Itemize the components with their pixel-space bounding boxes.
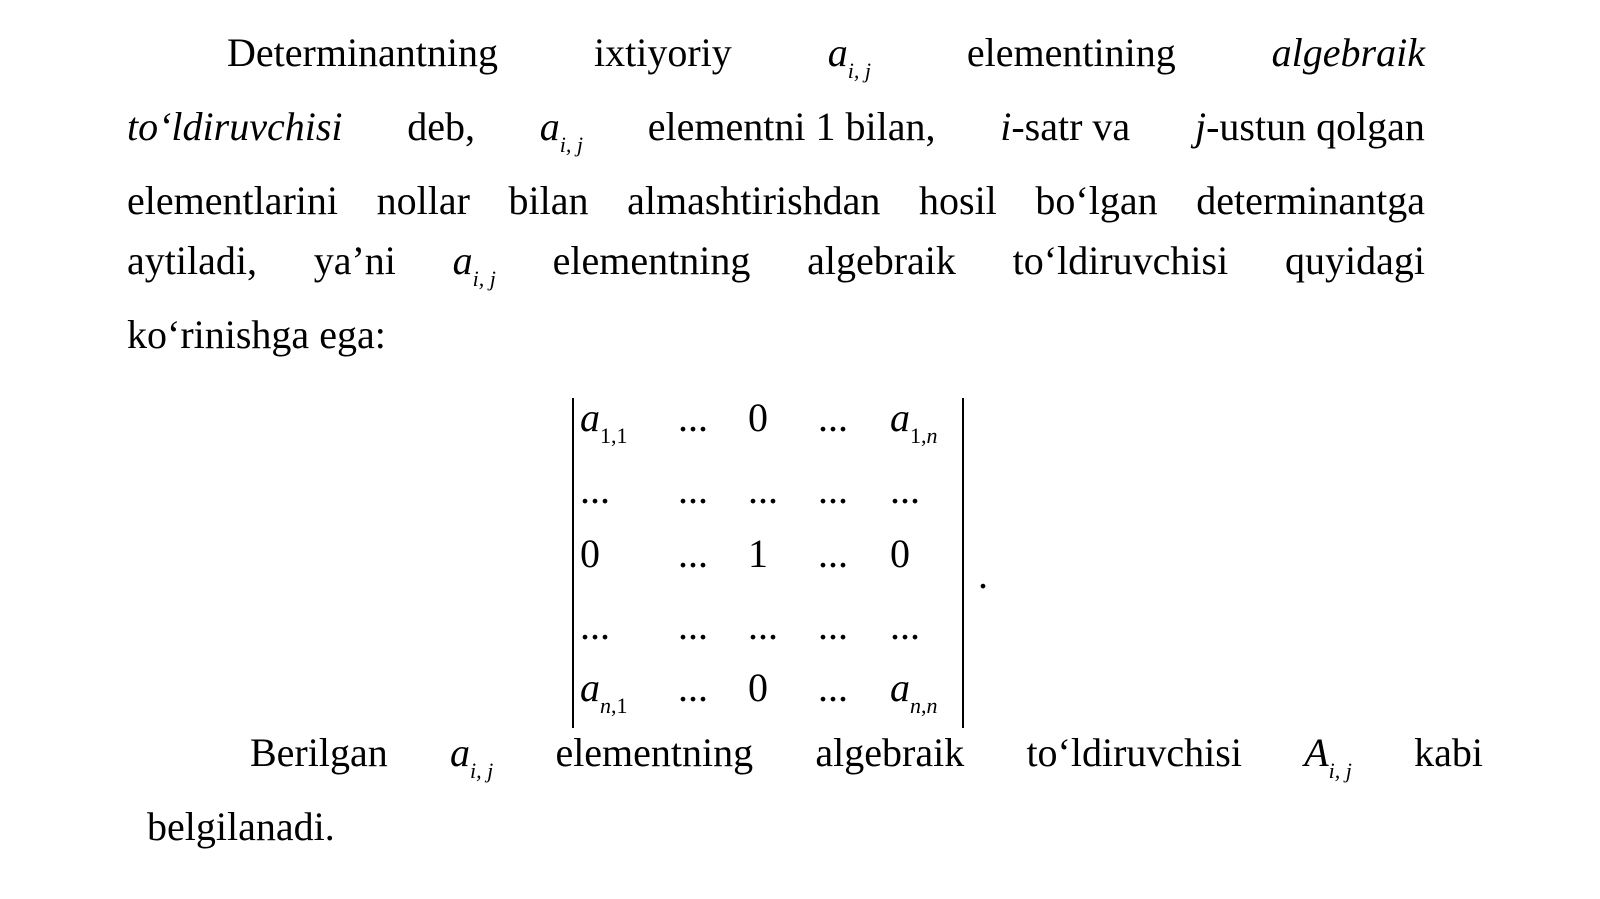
determinant-cell: ... (678, 665, 708, 710)
determinant-cell: ... (818, 395, 848, 440)
paragraph2-line2 (147, 804, 1445, 850)
determinant-cell: ... (580, 603, 610, 648)
determinant-cell: $a_{n,1}$ (580, 665, 628, 718)
determinant (572, 395, 964, 728)
paragraph2-line1 (250, 730, 1483, 783)
word: elementning (555, 730, 754, 775)
math-A-ij: $A_{i, j}$ (1304, 730, 1352, 783)
determinant-cell: 0 (748, 395, 768, 440)
determinant-cell: 0 (748, 665, 768, 710)
word: algebraik (807, 238, 956, 283)
word: deb, (407, 104, 476, 149)
math-i-satr: i-satr va (1000, 104, 1131, 149)
word: Berilgan (250, 730, 388, 775)
paragraph1-line2 (127, 104, 1425, 157)
word-italic: to‘ldiruvchisi (127, 104, 343, 149)
word: elementining (966, 30, 1176, 75)
determinant-cell: 1 (748, 531, 768, 576)
determinant-left-bar (572, 398, 574, 728)
word: ixtiyoriy (593, 30, 732, 75)
math-a-ij: $a_{i, j}$ (827, 30, 871, 83)
determinant-cell: 0 (890, 531, 910, 576)
determinant-cell: ... (678, 603, 708, 648)
word: Determinantning (227, 30, 499, 75)
determinant-cell: 0 (580, 531, 600, 576)
paragraph1-line4 (127, 238, 1425, 291)
paragraph1-line1 (227, 30, 1425, 83)
word: algebraik (815, 730, 965, 775)
word: elementni 1 bilan, (647, 104, 936, 149)
word: kabi (1414, 730, 1483, 775)
word: to‘ldiruvchisi (1026, 730, 1242, 775)
math-a-ij: $a_{i, j}$ (539, 104, 584, 157)
determinant-cell: $a_{1,1}$ (580, 395, 628, 448)
text-line: ko‘rinishga ega: (127, 312, 386, 357)
determinant-cell: ... (890, 467, 920, 512)
determinant-cell: ... (818, 467, 848, 512)
word: to‘ldiruvchisi (1012, 238, 1229, 283)
determinant-cell: ... (748, 467, 778, 512)
determinant-cell: ... (818, 531, 848, 576)
determinant-cell: ... (678, 531, 708, 576)
determinant-cell: ... (890, 603, 920, 648)
word: ya’ni (313, 238, 396, 283)
word: elementning (552, 238, 751, 283)
determinant-cell: ... (818, 603, 848, 648)
determinant-cell: ... (678, 467, 708, 512)
paragraph1-line5 (127, 312, 1425, 358)
determinant-cell: ... (678, 395, 708, 440)
paragraph1-line3 (127, 178, 1425, 224)
math-a-ij: $a_{i, j}$ (449, 730, 494, 783)
determinant-right-bar (962, 398, 964, 728)
determinant-cell: ... (818, 665, 848, 710)
word: aytiladi, (127, 238, 257, 283)
determinant-cell: $a_{n,n}$ (890, 665, 938, 718)
determinant-cell: ... (748, 603, 778, 648)
word: quyidagi (1284, 238, 1425, 283)
determinant-cell: $a_{1,n}$ (890, 395, 938, 448)
math-a-ij: $a_{i, j}$ (452, 238, 496, 291)
word-italic: algebraik (1271, 30, 1425, 75)
determinant-cell: ... (580, 467, 610, 512)
math-j-ustun: j-ustun qolgan (1194, 104, 1425, 149)
text-line: elementlarini nollar bilan almashtirishdan hosil bo‘lgan determinantga (127, 178, 1425, 223)
determinant-trailing-period: . (978, 552, 988, 597)
text-line: belgilanadi. (147, 804, 335, 849)
